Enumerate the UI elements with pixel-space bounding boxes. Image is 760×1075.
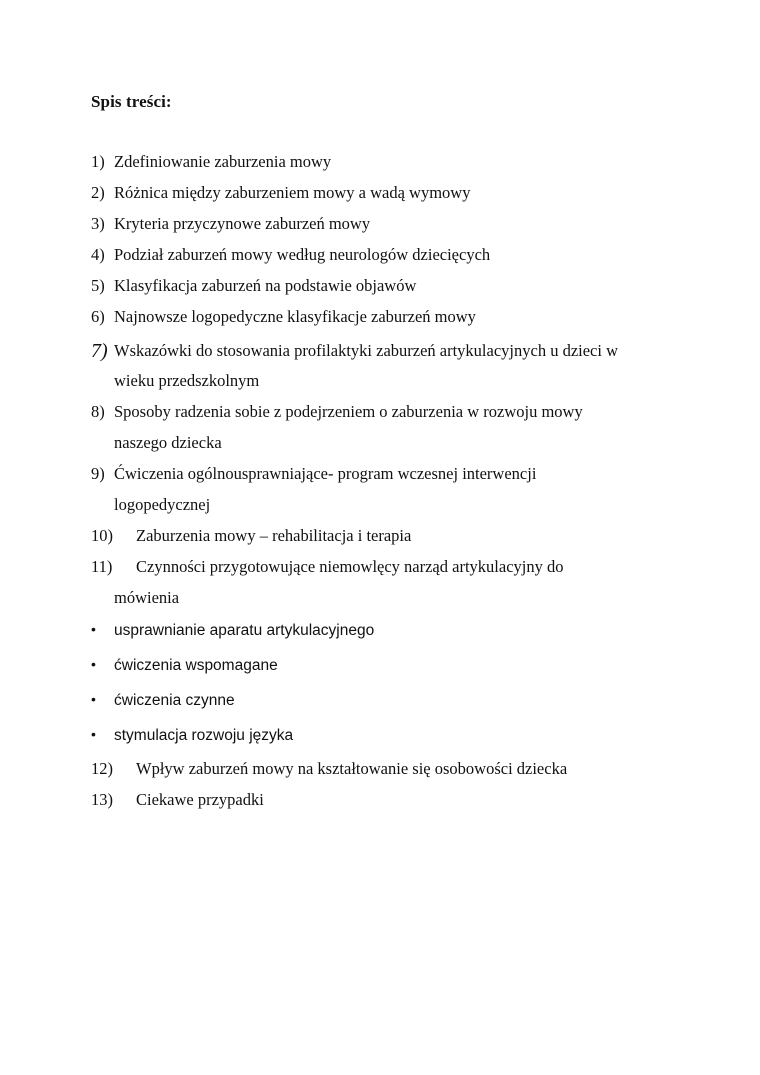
bullet-item-text: stymulacja rozwoju języka: [114, 727, 294, 744]
toc-item-text: Ćwiczenia ogólnousprawniające- program wczesnej interwencji: [114, 464, 537, 483]
toc-item: [91, 759, 567, 779]
toc-item: [91, 340, 618, 361]
toc-item-text: Sposoby radzenia sobie z podejrzeniem o zaburzenia w rozwoju mowy: [114, 402, 583, 421]
toc-item-number: 2): [91, 183, 105, 202]
bullet-item: [91, 725, 293, 746]
toc-item-number: 3): [91, 214, 105, 233]
toc-item-number: 5): [91, 276, 105, 295]
toc-item-text: Klasyfikacja zaburzeń na podstawie objawów: [114, 276, 417, 295]
toc-item-number: 10): [91, 526, 113, 545]
page-title: Spis treści:: [91, 92, 172, 111]
toc-item-text: Ciekawe przypadki: [136, 790, 264, 809]
toc-item-number: 12): [91, 759, 113, 778]
toc-item-text: Wpływ zaburzeń mowy na kształtowanie się osobowości dziecka: [136, 759, 568, 778]
toc-item-number: 8): [91, 402, 105, 421]
bullet-item: [91, 620, 374, 641]
toc-item-text: Czynności przygotowujące niemowlęcy narząd artykulacyjny do: [136, 557, 564, 576]
toc-item-number: 9): [91, 464, 105, 483]
toc-item: [91, 526, 411, 546]
toc-item: [91, 307, 476, 327]
toc-item-continuation: naszego dziecka: [114, 433, 222, 452]
toc-item: [91, 276, 416, 296]
toc-item-text: Wskazówki do stosowania profilaktyki zaburzeń artykulacyjnych u dzieci w: [114, 341, 618, 360]
bullet-item-text: ćwiczenia czynne: [114, 692, 235, 709]
toc-item-continuation: mówienia: [114, 588, 180, 607]
bullet-icon: •: [91, 726, 96, 742]
bullet-item: [91, 655, 278, 676]
toc-item-continuation: wieku przedszkolnym: [114, 371, 260, 390]
bullet-item-text: ćwiczenia wspomagane: [114, 657, 278, 674]
toc-item: [91, 214, 370, 234]
bullet-icon: •: [91, 691, 96, 707]
toc-item-text: Kryteria przyczynowe zaburzeń mowy: [114, 214, 371, 233]
toc-item: [91, 245, 490, 265]
toc-item: [91, 183, 470, 203]
toc-item-continuation: logopedycznej: [114, 495, 211, 514]
toc-item-text: Najnowsze logopedyczne klasyfikacje zaburzeń mowy: [114, 307, 476, 326]
toc-item-text: Zaburzenia mowy – rehabilitacja i terapia: [136, 526, 412, 545]
bullet-item: [91, 690, 235, 711]
toc-item-text: Podział zaburzeń mowy według neurologów dziecięcych: [114, 245, 491, 264]
toc-item-number: 11): [91, 557, 113, 576]
toc-item: [91, 790, 264, 810]
bullet-icon: •: [91, 621, 96, 637]
toc-item-number: 13): [91, 790, 113, 809]
bullet-icon: •: [91, 656, 96, 672]
toc-item-text: Różnica między zaburzeniem mowy a wadą wymowy: [114, 183, 471, 202]
toc-item-number: 6): [91, 307, 105, 326]
toc-item: [91, 152, 331, 172]
toc-item-text: Zdefiniowanie zaburzenia mowy: [114, 152, 332, 171]
toc-item-number: 4): [91, 245, 105, 264]
toc-item: [91, 557, 563, 577]
toc-item: [91, 402, 583, 422]
toc-item-number: 7): [91, 340, 108, 362]
bullet-item-text: usprawnianie aparatu artykulacyjnego: [114, 622, 375, 639]
toc-item-number: 1): [91, 152, 105, 171]
toc-item: [91, 464, 536, 484]
